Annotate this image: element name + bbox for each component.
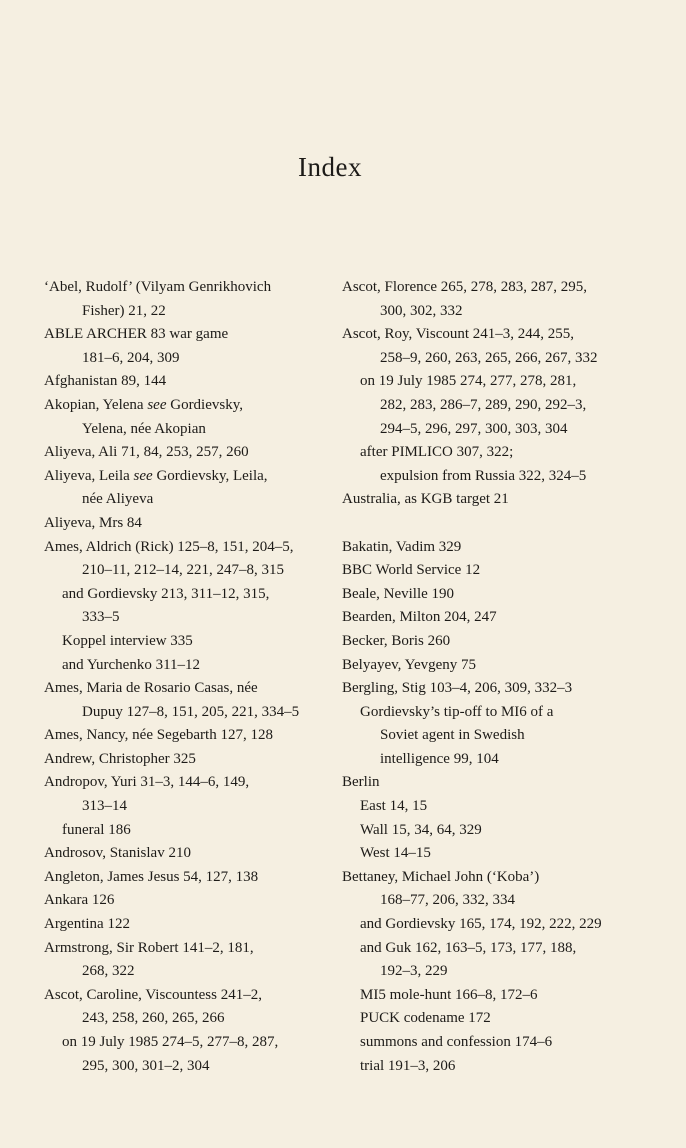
index-subentry: intelligence 99, 104 xyxy=(380,750,499,767)
index-entry: Ascot, Florence 265, 278, 283, 287, 295, xyxy=(342,279,587,295)
index-entry: Ascot, Caroline, Viscountess 241–2, xyxy=(44,986,262,1003)
index-subentry: 294–5, 296, 297, 300, 303, 304 xyxy=(380,420,568,437)
letter-gap xyxy=(342,512,632,536)
index-subentry: on 19 July 1985 274, 277, 278, 281, xyxy=(360,373,577,390)
index-entry: Afghanistan 89, 144 xyxy=(44,373,167,390)
index-subentry: 243, 258, 260, 265, 266 xyxy=(82,1010,225,1027)
index-subentry: expulsion from Russia 322, 324–5 xyxy=(380,467,587,484)
index-subentry: 313–14 xyxy=(82,798,127,815)
index-subentry: Fisher) 21, 22 xyxy=(82,302,166,319)
index-entry: Androsov, Stanislav 210 xyxy=(44,845,191,862)
index-subentry: and Yurchenko 311–12 xyxy=(62,656,201,673)
index-entry: Australia, as KGB target 21 xyxy=(342,491,509,508)
index-entry: Argentina 122 xyxy=(44,916,130,933)
page-title: Index xyxy=(298,152,362,182)
index-subentry: 282, 283, 286–7, 289, 290, 292–3, xyxy=(380,396,587,413)
index-subentry: 168–77, 206, 332, 334 xyxy=(380,892,515,909)
index-subentry: MI5 mole-hunt 166–8, 172–6 xyxy=(360,986,538,1003)
index-subentry: Gordievsky’s tip-off to MI6 of a xyxy=(360,703,554,720)
index-subentry: after PIMLICO 307, 322; xyxy=(360,444,514,461)
index-entry: Aliyeva, Mrs 84 xyxy=(44,514,142,531)
index-subentry: 210–11, 212–14, 221, 247–8, 315 xyxy=(82,562,284,579)
index-entry: Ames, Nancy, née Segebarth 127, 128 xyxy=(44,727,273,744)
index-subentry: Dupuy 127–8, 151, 205, 221, 334–5 xyxy=(82,703,300,720)
index-entry: Bakatin, Vadim 329 xyxy=(342,538,462,555)
index-entry: Bergling, Stig 103–4, 206, 309, 332–3 xyxy=(342,680,573,697)
index-entry: Ascot, Roy, Viscount 241–3, 244, 255, xyxy=(342,326,575,343)
index-subentry: 300, 302, 332 xyxy=(380,302,463,319)
index-subentry: and Gordievsky 213, 311–12, 315, xyxy=(62,585,270,602)
index-subentry: 258–9, 260, 263, 265, 266, 267, 332 xyxy=(380,349,598,366)
index-entry: ‘Abel, Rudolf’ (Vilyam Genrikhovich xyxy=(44,279,272,295)
index-subentry: Koppel interview 335 xyxy=(62,632,193,649)
index-subentry: Soviet agent in Swedish xyxy=(380,727,525,744)
index-entry: Ankara 126 xyxy=(44,892,115,909)
index-column-right xyxy=(342,276,632,1078)
index-subentry: East 14, 15 xyxy=(360,798,428,815)
index-subentry: and Gordievsky 165, 174, 192, 222, 229 xyxy=(360,916,602,933)
index-entry: Berlin xyxy=(342,774,380,791)
index-entry: Andropov, Yuri 31–3, 144–6, 149, xyxy=(44,774,250,791)
index-subentry: 181–6, 204, 309 xyxy=(82,349,180,366)
index-entry: Bettaney, Michael John (‘Koba’) xyxy=(342,868,540,885)
index-entry: Belyayev, Yevgeny 75 xyxy=(342,656,477,673)
index-entry: Aliyeva, Ali 71, 84, 253, 257, 260 xyxy=(44,444,249,461)
index-subentry: summons and confession 174–6 xyxy=(360,1034,553,1050)
index-column-left xyxy=(44,276,329,1078)
index-entry: BBC World Service 12 xyxy=(342,562,481,579)
index-entry: ABLE ARCHER 83 war game xyxy=(44,326,229,343)
index-subentry: West 14–15 xyxy=(360,845,431,862)
index-subentry: funeral 186 xyxy=(62,821,131,838)
index-entry: Angleton, James Jesus 54, 127, 138 xyxy=(44,868,259,885)
index-subentry: on 19 July 1985 274–5, 277–8, 287, xyxy=(62,1034,279,1050)
index-subentry: trial 191–3, 206 xyxy=(360,1057,456,1074)
index-subentry: 295, 300, 301–2, 304 xyxy=(82,1057,210,1074)
index-subentry: and Guk 162, 163–5, 173, 177, 188, xyxy=(360,939,577,956)
index-subentry: 268, 322 xyxy=(82,963,135,980)
index-subentry: PUCK codename 172 xyxy=(360,1010,491,1027)
index-entry: Ames, Aldrich (Rick) 125–8, 151, 204–5, xyxy=(44,538,294,555)
index-entry: Becker, Boris 260 xyxy=(342,632,451,649)
index-subentry: Yelena, née Akopian xyxy=(82,420,206,437)
index-entry: Andrew, Christopher 325 xyxy=(44,750,196,767)
index-subentry: 333–5 xyxy=(82,609,120,626)
index-subentry: 192–3, 229 xyxy=(380,963,448,980)
index-entry: Aliyeva, Leila see Gordievsky, Leila, xyxy=(44,467,268,484)
index-entry: Bearden, Milton 204, 247 xyxy=(342,609,497,626)
index-subentry: née Aliyeva xyxy=(82,491,154,508)
index-entry: Armstrong, Sir Robert 141–2, 181, xyxy=(44,939,254,956)
index-entry: Akopian, Yelena see Gordievsky, xyxy=(44,396,244,413)
index-subentry: Wall 15, 34, 64, 329 xyxy=(360,821,482,838)
index-entry: Ames, Maria de Rosario Casas, née xyxy=(44,680,258,697)
index-entry: Beale, Neville 190 xyxy=(342,585,455,602)
